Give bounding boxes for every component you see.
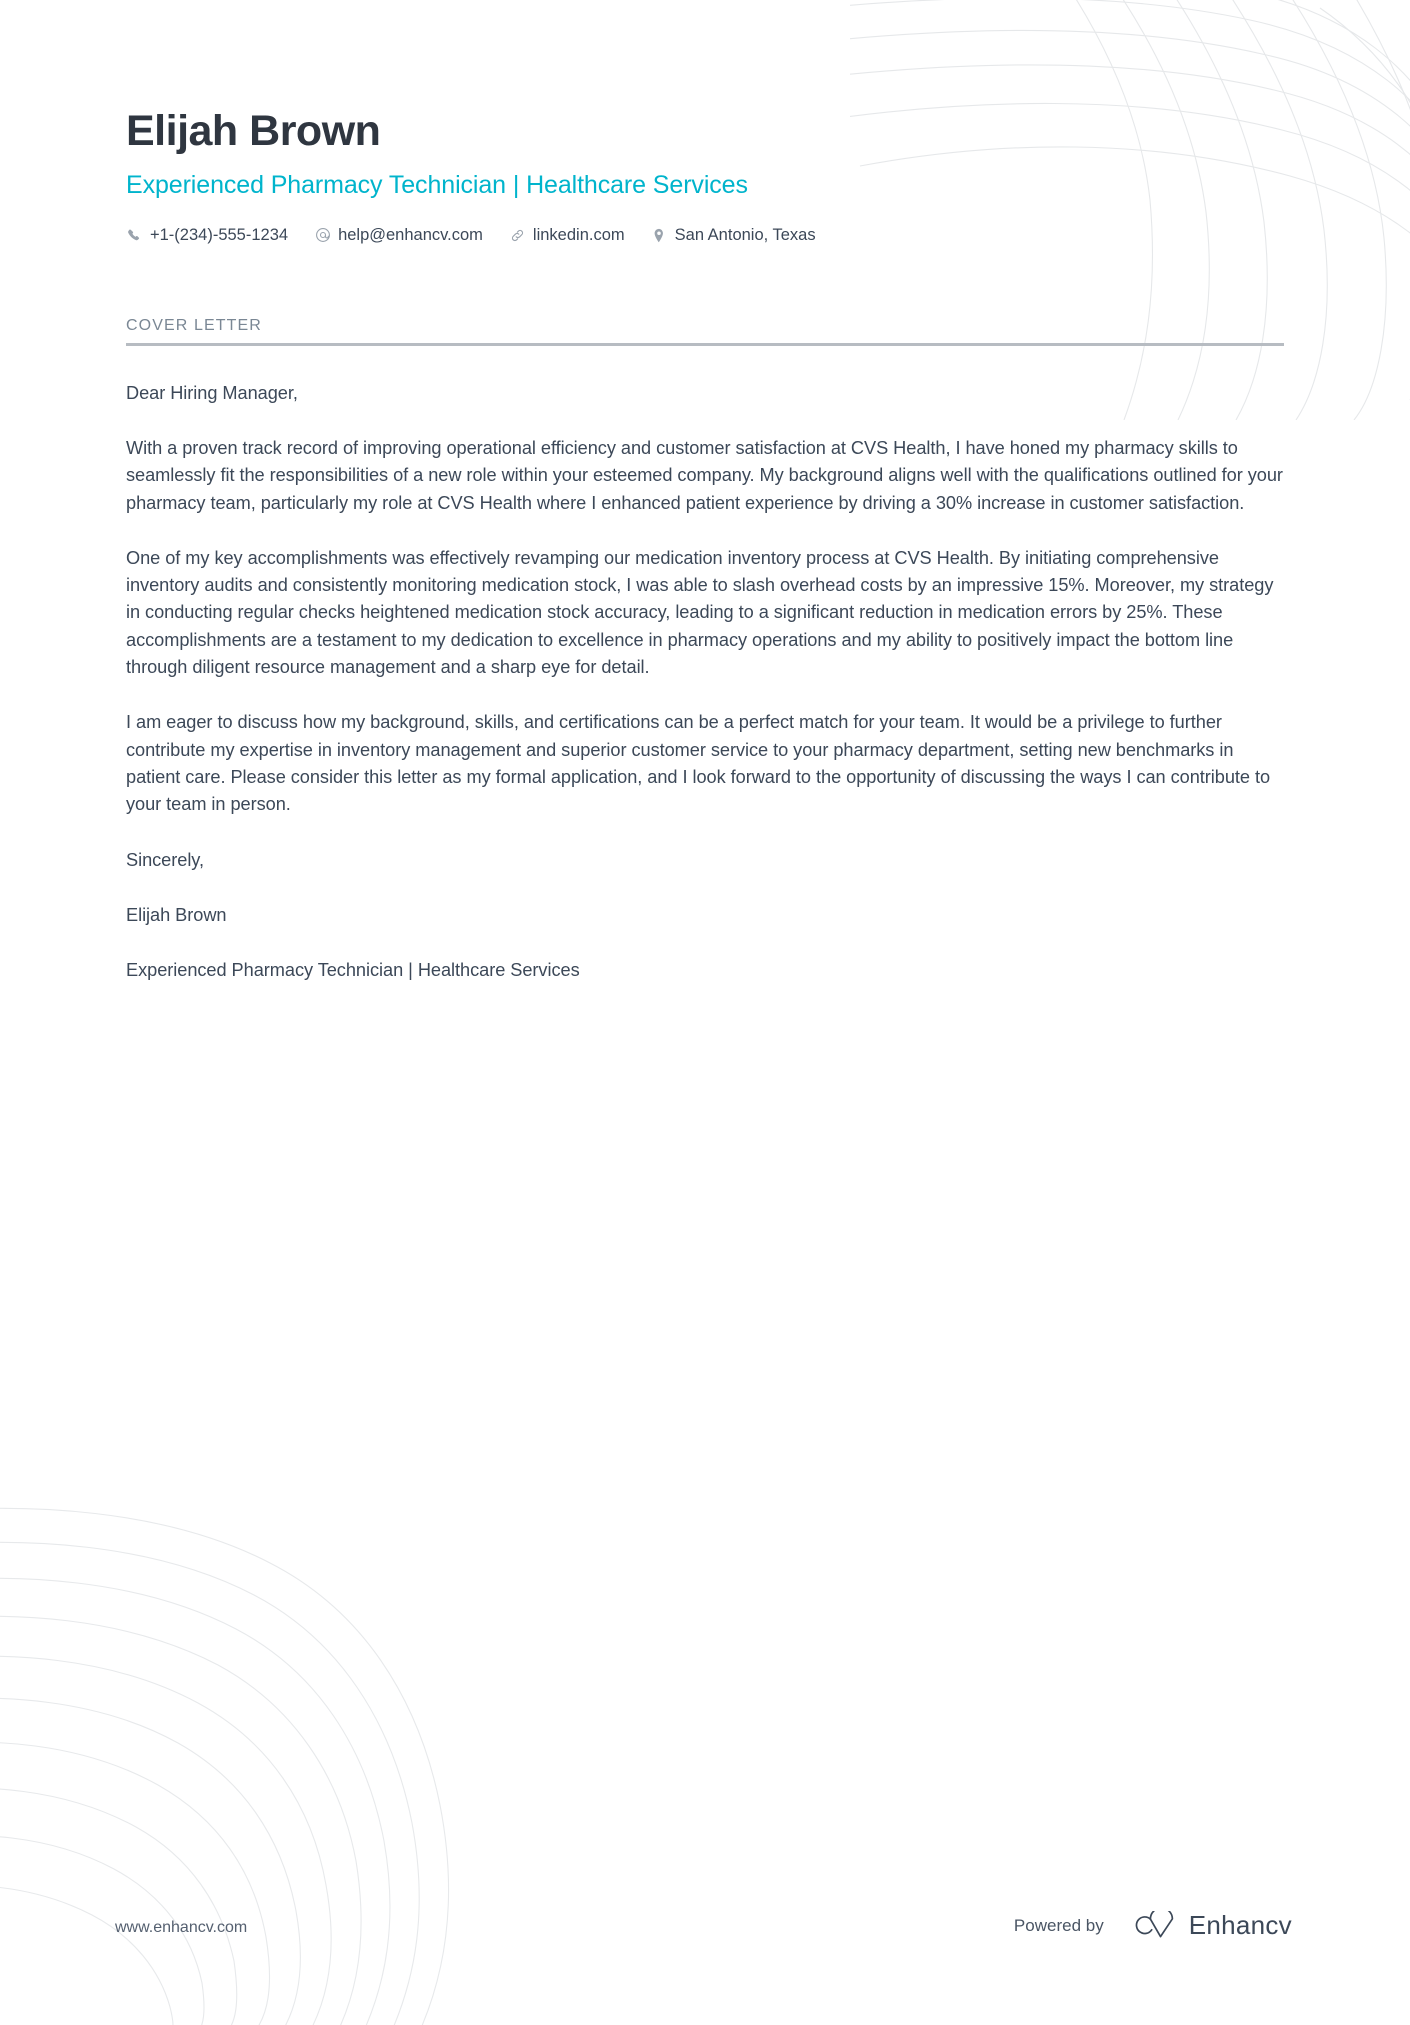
contact-location (651, 226, 816, 245)
phone-icon (126, 227, 143, 244)
letter-salutation: Dear Hiring Manager, (126, 382, 298, 403)
candidate-name: Elijah Brown (126, 107, 381, 155)
page-footer (0, 1875, 1410, 1995)
letter-paragraph-2: One of my key accomplishments was effectively revamping our medication inventory process at CVS Health. By initiating comprehensive inventory audits and consistently monitoring medication stock, I was able to slash overhead costs by an impressive 15%. Moreover, my strategy in conducting regular checks heightened medication stock accuracy, leading to a significant reduction in medication errors by 25%. These accomplishments are a testament to my dedication to excellence in pharmacy operations and my ability to positively impact the bottom line through diligent resource management and a sharp eye for detail. (126, 547, 1274, 678)
section-title: COVER LETTER (126, 316, 262, 334)
page-content (126, 0, 1284, 984)
contact-link[interactable] (509, 226, 625, 245)
letter-body (126, 380, 1284, 985)
contact-location-label: San Antonio, Texas (674, 225, 816, 244)
contact-email[interactable] (314, 226, 483, 245)
email-icon (314, 227, 331, 244)
enhancv-logo-icon (1130, 1911, 1176, 1941)
enhancv-wordmark: Enhancv (1188, 1910, 1292, 1940)
powered-by-label: Powered by (1013, 1915, 1104, 1935)
link-icon (509, 227, 526, 244)
footer-branding (1014, 1910, 1292, 1941)
contact-row (126, 226, 1284, 245)
location-pin-icon (651, 227, 668, 244)
letter-paragraph-3: I am eager to discuss how my background, skills, and certifications can be a perfect match for your team. It would be a privilege to further contribute my expertise in inventory management and superior customer service to your pharmacy department, setting new benchmarks in patient care. Please consider this letter as my formal application, and I look forward to the opportunity of discussing the ways I can contribute to your team in person. (126, 712, 1271, 815)
signature-title: Experienced Pharmacy Technician | Healthcare Services (126, 960, 580, 981)
letter-paragraph-1: With a proven track record of improving operational efficiency and customer satisfaction at CVS Health, I have honed my pharmacy skills to seamlessly fit the responsibilities of a new role within your esteemed company. My background aligns well with the qualifications outlined for your pharmacy team, particularly my role at CVS Health where I enhanced patient experience by driving a 30% increase in customer satisfaction. (126, 437, 1283, 513)
enhancv-brand[interactable] (1130, 1910, 1292, 1941)
candidate-headline: Experienced Pharmacy Technician | Healthcare Services (126, 171, 748, 200)
footer-website[interactable]: www.enhancv.com (115, 1919, 248, 1936)
contact-phone-label: +1-(234)-555-1234 (150, 225, 289, 244)
contact-link-label: linkedin.com (532, 225, 625, 244)
letter-header (126, 0, 1284, 245)
letter-closing: Sincerely, (126, 849, 205, 870)
contact-phone[interactable] (126, 226, 288, 245)
contact-email-label: help@enhancv.com (338, 225, 483, 244)
cover-letter-section (126, 317, 1284, 985)
signature-name: Elijah Brown (126, 904, 227, 925)
section-divider (126, 343, 1284, 346)
